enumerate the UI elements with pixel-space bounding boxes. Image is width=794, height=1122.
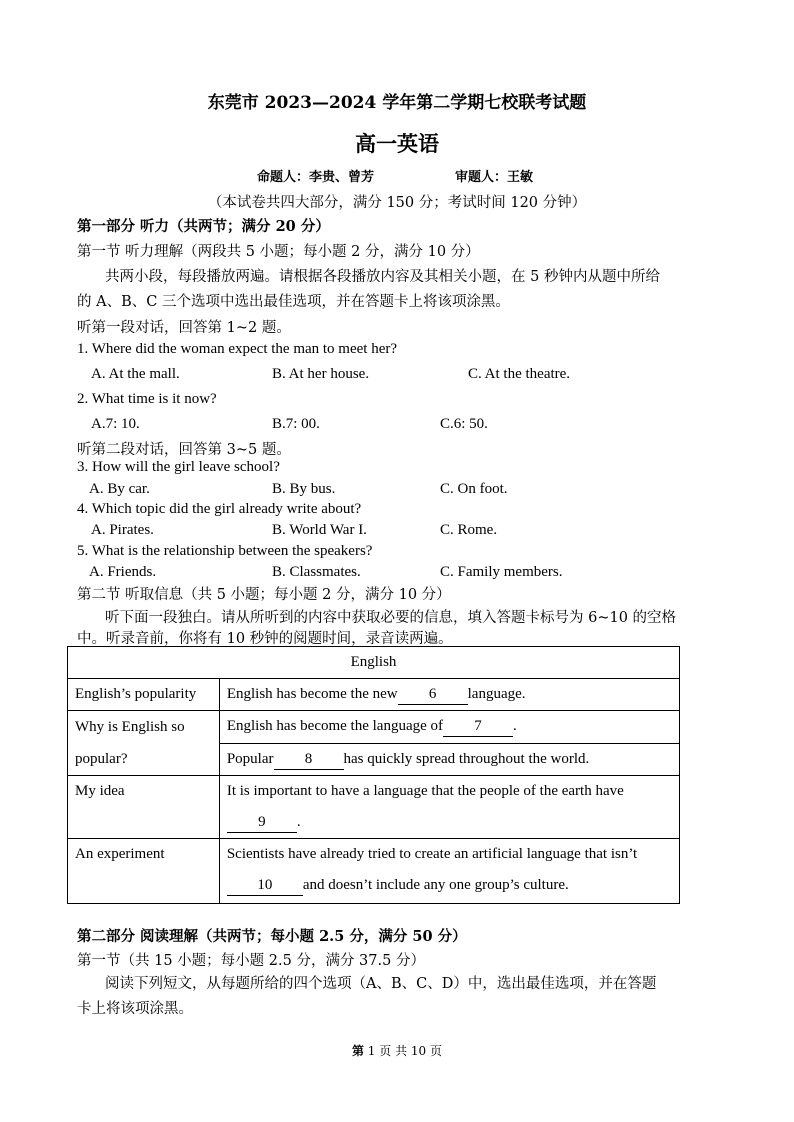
exam-title: 东莞市 2023—2024 学年第二学期七校联考试题 [207,93,587,113]
exam-note: （本试卷共四大部分，满分 150 分；考试时间 120 分钟） [207,195,587,211]
section1-instructions-line1: 共两小段，每段播放两遍。请根据各段播放内容及其相关小题，在 5 秒钟内从题中所给 [105,269,660,285]
page-footer [0,1042,794,1059]
table-cell-language-of [219,711,679,744]
subject-title: 高一英语 [355,131,439,156]
section2-instructions-line1: 听下面一段独白。请从所听到的内容中获取必要的信息，填入答题卡标号为 6~10 的空格 [105,610,677,626]
part2-section1-title: 第一节（共 15 小题；每小题 2.5 分，满分 37.5 分） [77,953,425,969]
section2-title: 第二节 听取信息（共 5 小题；每小题 2 分，满分 10 分） [77,587,451,603]
cell-text: language. [467,686,526,702]
part2-title: 第二部分 阅读理解（共两节；每小题 2.5 分，满分 50 分） [77,928,467,945]
q5-option-b: B. Classmates. [272,564,361,580]
reviewer: 审题人：王敏 [455,170,534,185]
q5-option-a: A. Friends. [89,564,157,580]
q4-option-c: C. Rome. [440,522,498,538]
info-table [67,646,680,904]
table-label-popularity: English’s popularity [68,679,220,711]
table-row [68,647,680,679]
cell-text: . [513,718,517,734]
question-5: 5. What is the relationship between the speakers? [77,543,373,559]
part2-instructions-line2: 卡上将该项涂黑。 [77,1001,193,1017]
cell-text: and doesn’t include any one group’s culture. [302,877,569,893]
table-cell-popular [219,743,679,776]
q3-option-a: A. By car. [89,481,150,497]
question-2: 2. What time is it now? [77,391,217,407]
cell-text: English has become the language of [226,718,444,734]
answer-blank-8: 8 [274,749,344,770]
q1-option-b: B. At her house. [272,366,370,382]
table-row [68,839,680,904]
table-cell-popularity [219,679,679,711]
section2-instructions-line2: 中。听录音前，你将有 10 秒钟的阅题时间，录音读两遍。 [77,631,453,647]
dialog2-intro: 听第二段对话，回答第 3~5 题。 [77,442,291,458]
section1-instructions-line2: 的 A、B、C 三个选项中选出最佳选项，并在答题卡上将该项涂黑。 [77,294,510,310]
authors: 命题人：李贵、曾芳 [257,170,375,185]
q3-option-b: B. By bus. [272,481,336,497]
footer-text: 页 共 [379,1044,408,1058]
table-row [68,711,680,744]
part1-title: 第一部分 听力（共两节；满分 20 分） [77,218,330,235]
question-3: 3. How will the girl leave school? [77,459,280,475]
label-line: popular? [75,751,128,767]
q5-option-c: C. Family members. [440,564,563,580]
q4-option-a: A. Pirates. [91,522,154,538]
answer-blank-7: 7 [443,716,513,737]
cell-text: . [296,814,301,830]
q2-option-c: C.6: 50. [440,416,488,432]
footer-text: 页 [430,1044,443,1058]
answer-blank-10: 10 [227,875,303,896]
cell-text: has quickly spread throughout the world. [343,750,590,767]
answer-blank-6: 6 [398,684,468,705]
table-heading: English [68,647,680,679]
part2-instructions-line1: 阅读下列短文，从每题所给的四个选项（A、B、C、D）中，选出最佳选项，并在答题 [105,976,657,992]
q1-option-c: C. At the theatre. [468,366,571,382]
section1-title: 第一节 听力理解（两段共 5 小题；每小题 2 分，满分 10 分） [77,244,480,260]
dialog1-intro: 听第一段对话，回答第 1~2 题。 [77,320,291,336]
q2-option-a: A.7: 10. [91,416,140,432]
cell-text: It is important to have a language that the people of the earth have [226,783,624,799]
cell-text: Popular [226,750,274,767]
page-number: 1 [367,1044,376,1058]
footer-text: 第 [351,1044,364,1058]
question-1: 1. Where did the woman expect the man to meet her? [77,341,398,357]
q4-option-b: B. World War I. [272,522,367,538]
q1-option-a: A. At the mall. [91,366,180,382]
cell-text: English has become the new [226,686,398,702]
label-line: Why is English so [75,719,185,735]
cell-text: Scientists have already tried to create an artificial language that isn’t [226,846,638,862]
q2-option-b: B.7: 00. [272,416,320,432]
table-cell-idea [219,776,679,839]
table-label-why [68,711,220,776]
table-cell-experiment [219,839,679,904]
cell-line [227,870,672,901]
table-row [68,679,680,711]
question-4: 4. Which topic did the girl already write about? [77,501,362,517]
page-total: 10 [410,1044,427,1058]
table-label-idea: My idea [68,776,220,839]
cell-line [227,807,672,838]
table-label-experiment: An experiment [68,839,220,904]
table-row [68,776,680,839]
q3-option-c: C. On foot. [440,481,508,497]
answer-blank-9: 9 [227,812,297,833]
